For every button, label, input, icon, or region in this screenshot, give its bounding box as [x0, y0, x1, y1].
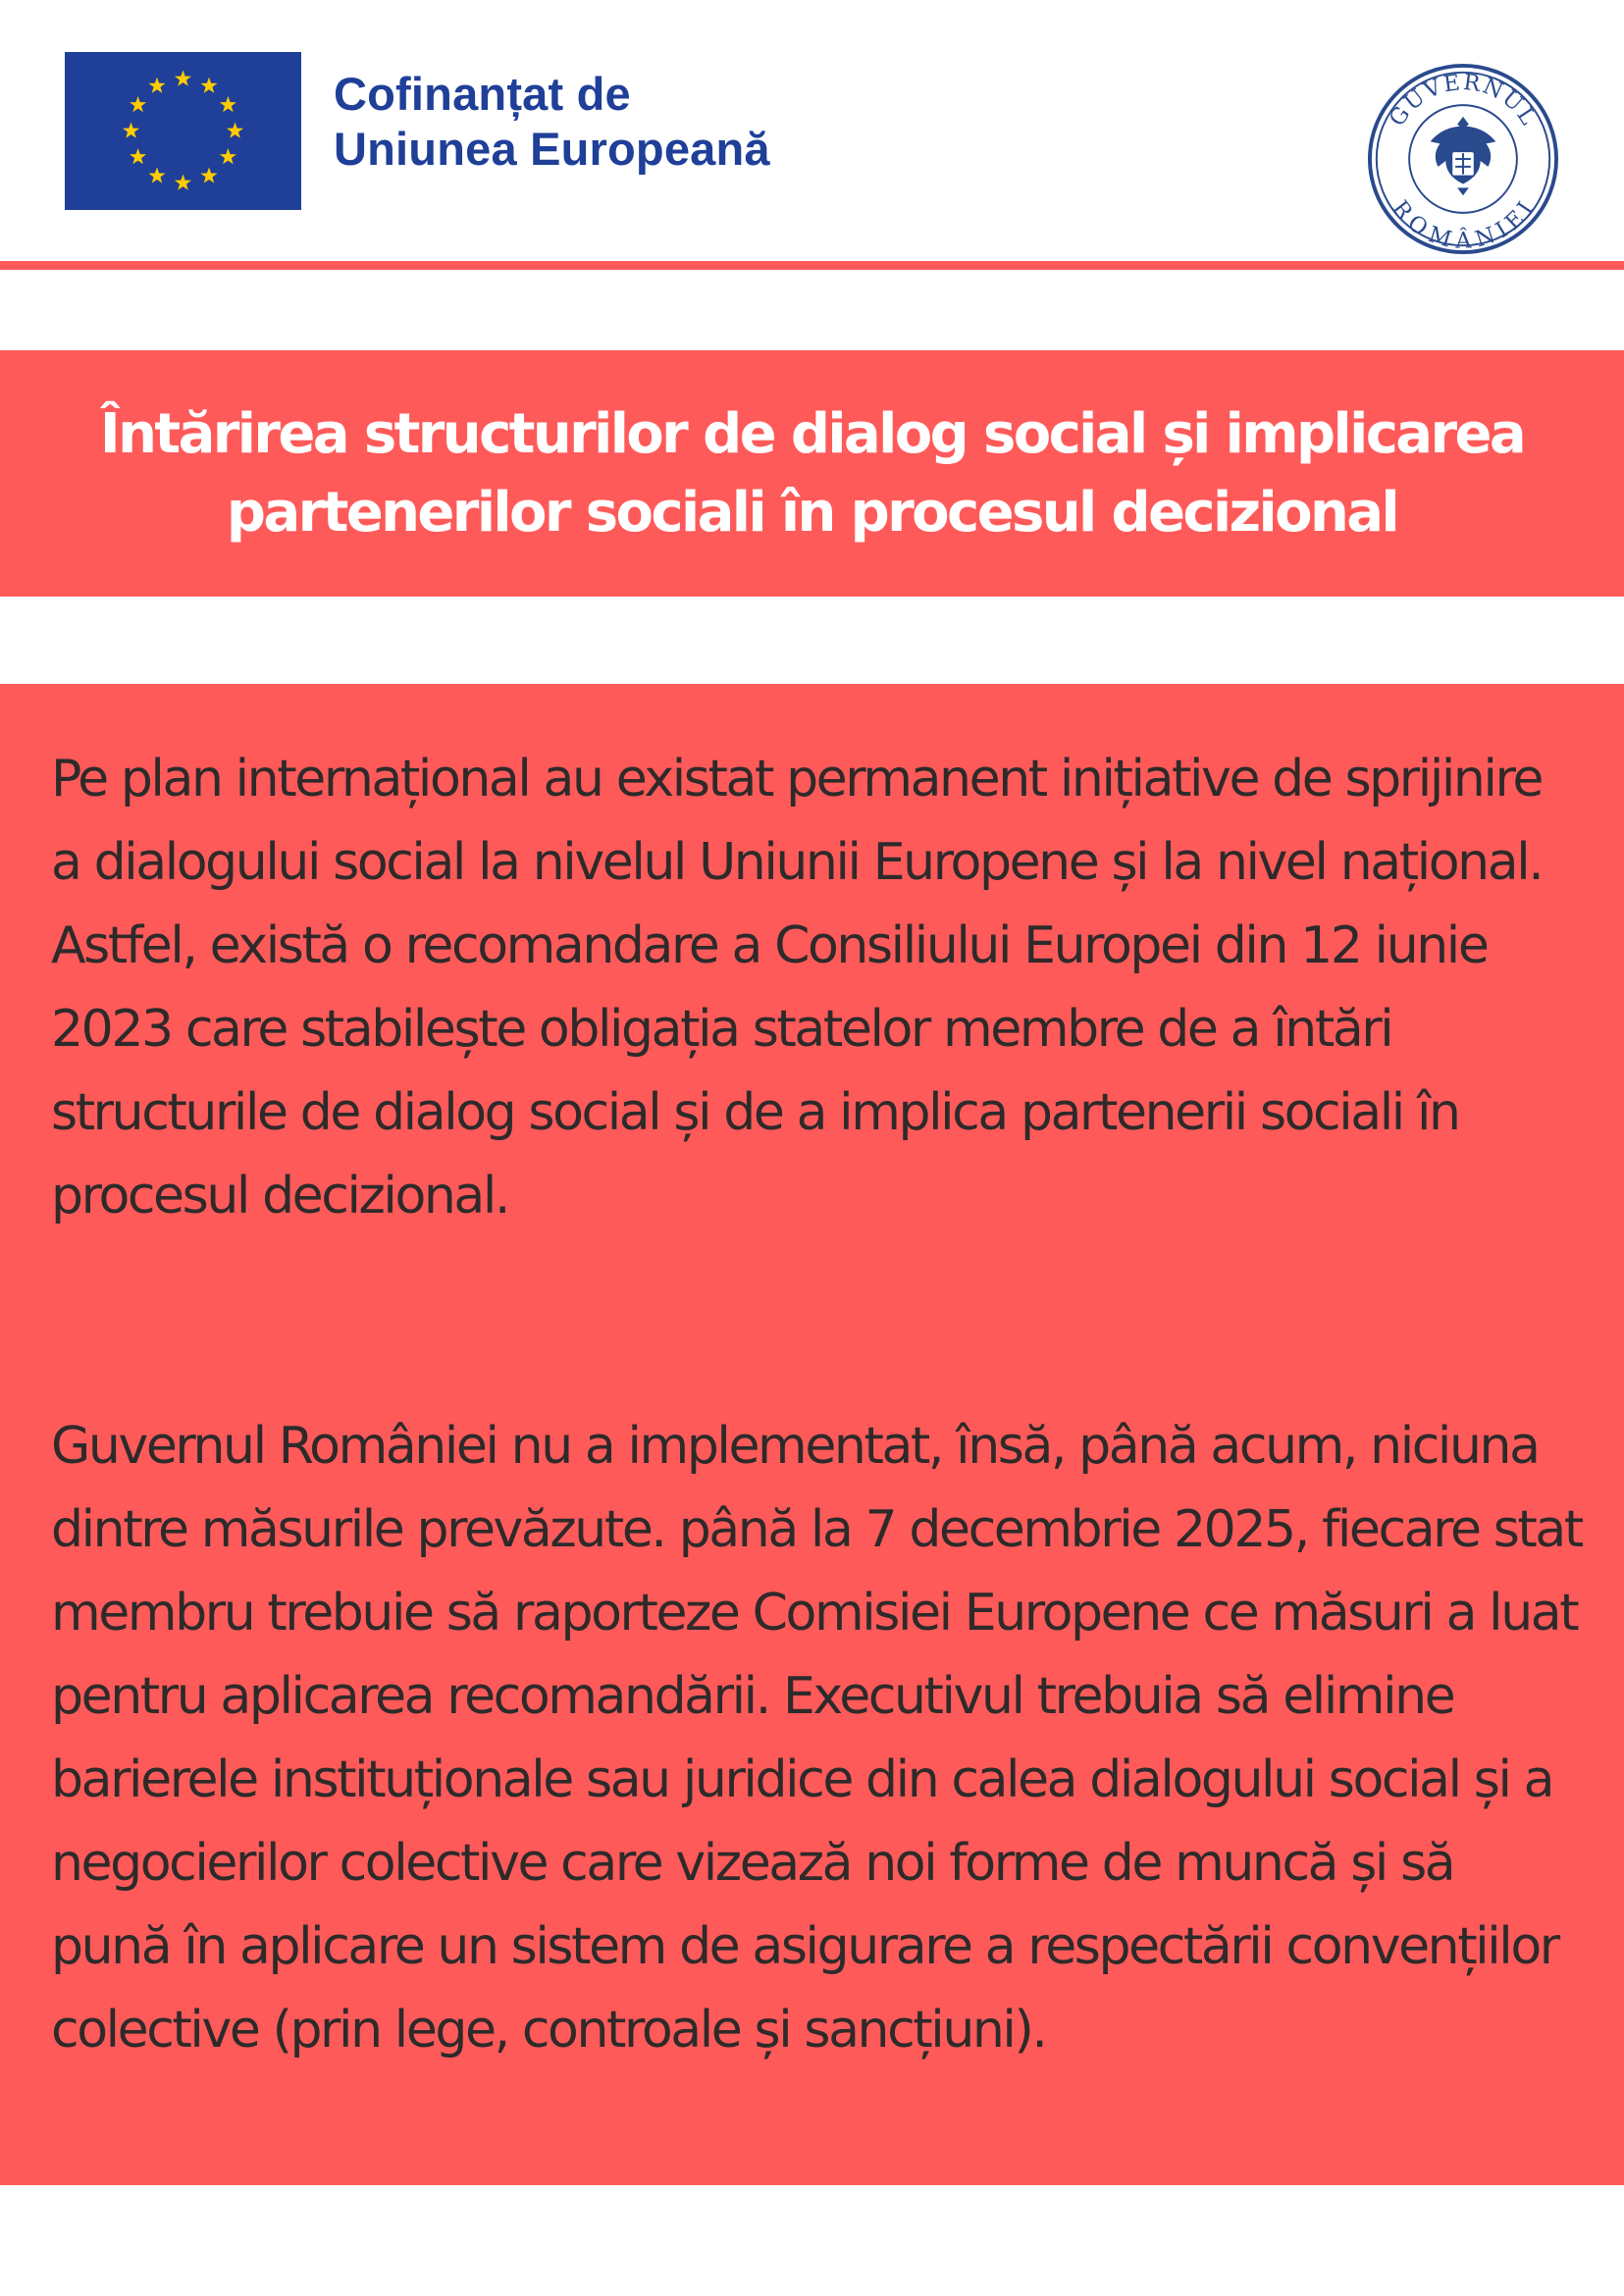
- guvernul-romaniei-seal-icon: [1367, 63, 1559, 255]
- header-divider: [0, 261, 1624, 270]
- paragraph-1-sentence-1: Pe plan internațional au existat permanent inițiative de sprijinire a dialogului social la nivelul Uniunii Europene și la nivel național.: [51, 750, 1543, 892]
- eu-flag-icon: [65, 52, 301, 210]
- seal-text-bottom: ROMÂNIEI: [1387, 195, 1541, 254]
- paragraph-1-sentence-2: Astfel, există o recomandare a Consiliului Europei din 12 iunie 2023 care stabilește obligația statelor membre de a întări structurile de dialog social și de a implica partenerii sociali în procesul decizional.: [51, 916, 1488, 1226]
- seal-text-top: GUVERNUL: [1384, 69, 1543, 131]
- cofinanced-label: [334, 67, 770, 177]
- title-banner: [0, 350, 1624, 597]
- cofinanced-line-1: Cofinanțat de: [334, 68, 631, 120]
- paragraph-2: Guvernul României nu a implementat, însă, până acum, niciuna dintre măsurile prevăzute. până la 7 decembrie 2025, fiecare stat membru trebuie să raporteze Comisiei Europene ce măsuri a luat pentru aplicarea recomandării. Executivul trebuia să elimine barierele instituționale sau juridice din calea dialogului social și a negocierilor colective care vizează noi forme de muncă și să pună în aplicare un sistem de asigurare a respectării convențiilor colective (prin lege, controale și sancțiuni).: [51, 1417, 1582, 2060]
- page-title: Întărirea structurilor de dialog social și implicarea partenerilor sociali în procesul decizional: [99, 401, 1525, 545]
- content-panel: [0, 684, 1624, 2185]
- cofinanced-line-2: Uniunea Europeană: [334, 123, 770, 175]
- paragraph-1: [51, 738, 1582, 1238]
